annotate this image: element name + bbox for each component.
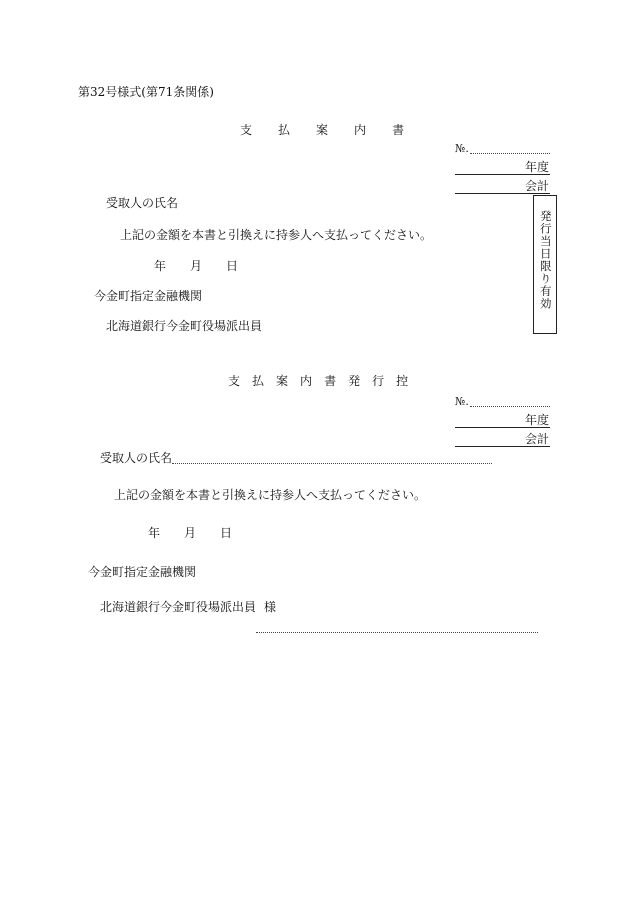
notice-fiscal-year-label: 年度 [524,160,549,174]
notice-title-char: 内 [354,123,367,137]
stub-bank-officer: 北海道銀行今金町役場派出員 [100,600,257,614]
stub-instruction: 上記の金額を本書と引換えに持参人へ支払ってください。 [114,488,427,502]
stub-date-day: 日 [220,526,233,540]
stub-fiscal-year-label: 年度 [524,413,549,427]
stub-institution: 今金町指定金融機関 [88,565,197,579]
stub-title-char: 案 [276,374,289,388]
stub-title-char: 内 [300,374,313,388]
stub-date-month: 月 [184,526,197,540]
stub-title-char: 発 [348,374,361,388]
stub-recipient-field[interactable] [172,463,492,464]
notice-date-year: 年 [154,259,167,273]
stub-title-char: 行 [372,374,385,388]
stub-signature-field[interactable] [256,632,538,633]
stub-title-char: 払 [252,374,265,388]
validity-box [533,195,557,334]
stub-title [228,375,408,387]
notice-title-char: 払 [278,123,291,137]
notice-date-day: 日 [226,259,239,273]
form-number: 第32号様式(第71条関係) [78,85,214,99]
stub-no-field[interactable] [470,406,550,407]
notice-title-char: 支 [240,123,253,137]
notice-account-label: 会計 [524,179,549,193]
stub-account-field[interactable] [455,446,550,447]
notice-title-char: 案 [316,123,329,137]
stub-no-label: №. [455,395,469,408]
notice-account-field[interactable] [455,193,550,194]
notice-title [240,124,404,136]
stub-recipient-label: 受取人の氏名 [100,451,173,465]
stub-title-char: 控 [396,374,409,388]
notice-institution: 今金町指定金融機関 [94,289,203,303]
notice-fiscal-year-field[interactable] [455,174,550,175]
notice-no-field[interactable] [470,153,550,154]
notice-title-char: 書 [392,123,405,137]
notice-recipient-label: 受取人の氏名 [106,196,179,210]
notice-no-label: №. [455,142,469,155]
notice-date-month: 月 [190,259,203,273]
notice-instruction: 上記の金額を本書と引換えに持参人へ支払ってください。 [120,228,433,242]
stub-account-label: 会計 [524,432,549,446]
stub-title-char: 書 [324,374,337,388]
validity-text: 発行当日限り有効 [538,210,553,310]
notice-bank-officer: 北海道銀行今金町役場派出員 [106,319,263,333]
stub-honorific: 様 [264,600,277,614]
stub-fiscal-year-field[interactable] [455,427,550,428]
stub-date-year: 年 [148,526,161,540]
stub-title-char: 支 [228,374,241,388]
